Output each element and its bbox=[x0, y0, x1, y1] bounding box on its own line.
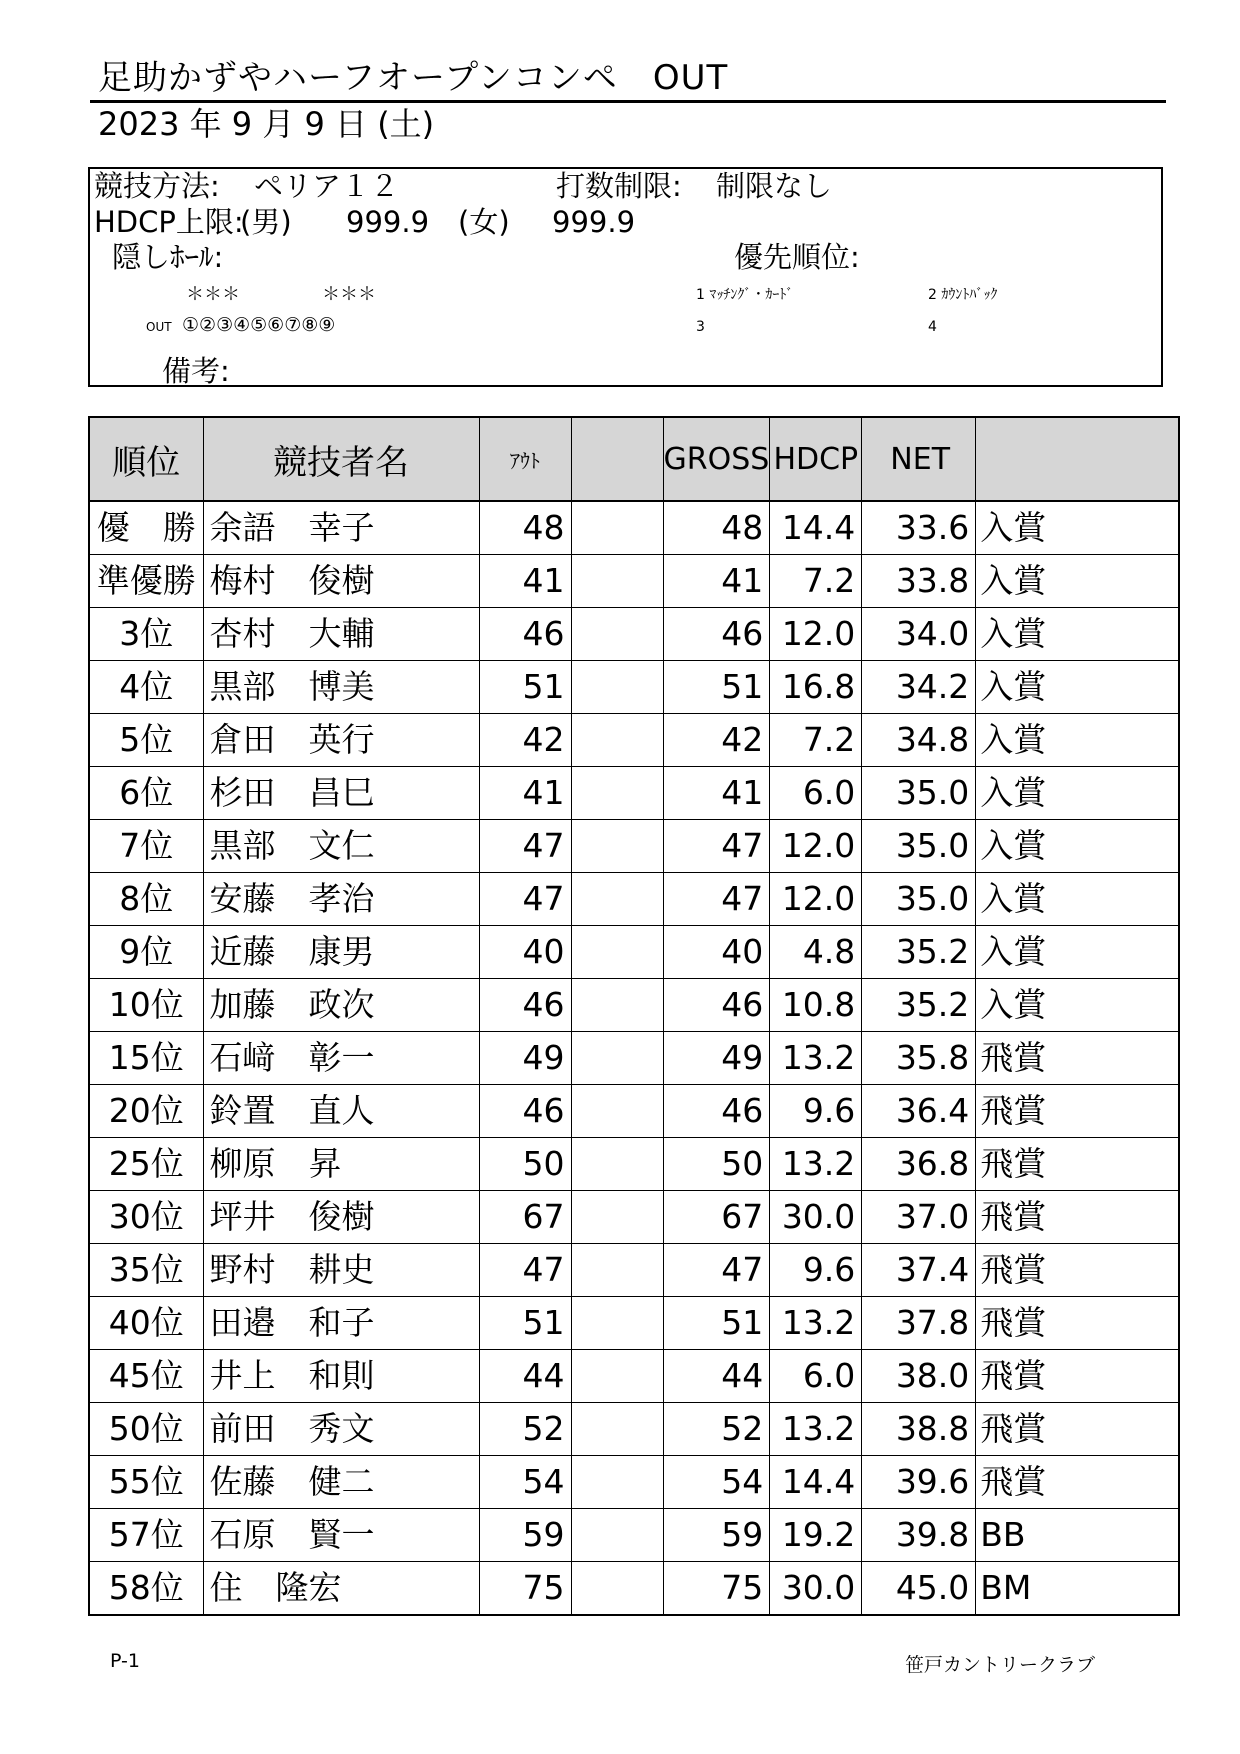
hdcp-cell: 12.0 bbox=[770, 608, 862, 661]
gross-cell: 75 bbox=[663, 1562, 770, 1616]
rank-cell: 40位 bbox=[89, 1297, 203, 1350]
table-row bbox=[89, 1032, 1179, 1085]
hdcp-cell: 10.8 bbox=[770, 979, 862, 1032]
name-cell: 佐藤 健二 bbox=[203, 1456, 479, 1509]
table-row bbox=[89, 1562, 1179, 1616]
prize-cell: 飛賞 bbox=[976, 1191, 1179, 1244]
table-row bbox=[89, 1191, 1179, 1244]
out-score-cell: 59 bbox=[479, 1509, 571, 1562]
net-cell: 34.8 bbox=[862, 714, 976, 767]
hidden-holes-list: ①②③④⑤⑥⑦⑧⑨ bbox=[182, 314, 336, 336]
out-score-cell: 51 bbox=[479, 1297, 571, 1350]
blank-cell bbox=[571, 1509, 663, 1562]
name-cell: 杉田 昌巳 bbox=[203, 767, 479, 820]
prize-cell: 入賞 bbox=[976, 926, 1179, 979]
out-score-cell: 47 bbox=[479, 820, 571, 873]
blank-cell bbox=[571, 1191, 663, 1244]
blank-cell bbox=[571, 1244, 663, 1297]
net-cell: 37.4 bbox=[862, 1244, 976, 1297]
net-cell: 36.4 bbox=[862, 1085, 976, 1138]
net-cell: 37.8 bbox=[862, 1297, 976, 1350]
net-cell: 37.0 bbox=[862, 1191, 976, 1244]
blank-cell bbox=[571, 1562, 663, 1616]
blank-cell bbox=[571, 1456, 663, 1509]
hdcp-cell: 13.2 bbox=[770, 1138, 862, 1191]
name-cell: 梅村 俊樹 bbox=[203, 555, 479, 608]
net-cell: 33.8 bbox=[862, 555, 976, 608]
net-cell: 45.0 bbox=[862, 1562, 976, 1616]
rank-cell: 15位 bbox=[89, 1032, 203, 1085]
out-score-cell: 48 bbox=[479, 501, 571, 555]
out-score-cell: 47 bbox=[479, 873, 571, 926]
net-cell: 38.0 bbox=[862, 1350, 976, 1403]
hdcp-cell: 30.0 bbox=[770, 1562, 862, 1616]
rank-cell: 8位 bbox=[89, 873, 203, 926]
name-cell: 野村 耕史 bbox=[203, 1244, 479, 1297]
event-date: 2023 年 9 月 9 日 (土) bbox=[98, 105, 435, 143]
rank-cell: 5位 bbox=[89, 714, 203, 767]
name-cell: 田邉 和子 bbox=[203, 1297, 479, 1350]
header-rank: 順位 bbox=[89, 417, 203, 501]
prize-cell: 入賞 bbox=[976, 501, 1179, 555]
table-row bbox=[89, 1297, 1179, 1350]
table-row bbox=[89, 926, 1179, 979]
out-score-cell: 51 bbox=[479, 661, 571, 714]
name-cell: 余語 幸子 bbox=[203, 501, 479, 555]
prize-cell: 飛賞 bbox=[976, 1297, 1179, 1350]
gross-cell: 44 bbox=[663, 1350, 770, 1403]
name-cell: 住 隆宏 bbox=[203, 1562, 479, 1616]
rank-cell: 58位 bbox=[89, 1562, 203, 1616]
net-cell: 39.8 bbox=[862, 1509, 976, 1562]
net-cell: 33.6 bbox=[862, 501, 976, 555]
blank-cell bbox=[571, 661, 663, 714]
name-cell: 井上 和則 bbox=[203, 1350, 479, 1403]
hdcp-cell: 6.0 bbox=[770, 1350, 862, 1403]
net-cell: 35.2 bbox=[862, 926, 976, 979]
limit-value: 制限なし bbox=[716, 169, 833, 203]
gross-cell: 50 bbox=[663, 1138, 770, 1191]
hdcp-cell: 12.0 bbox=[770, 873, 862, 926]
net-cell: 38.8 bbox=[862, 1403, 976, 1456]
rank-cell: 45位 bbox=[89, 1350, 203, 1403]
header-hdcp: HDCP bbox=[770, 417, 862, 501]
prize-cell: 飛賞 bbox=[976, 1403, 1179, 1456]
prize-cell: 飛賞 bbox=[976, 1085, 1179, 1138]
gross-cell: 41 bbox=[663, 555, 770, 608]
hdcp-female-value: 999.9 bbox=[552, 205, 636, 239]
hdcp-cell: 30.0 bbox=[770, 1191, 862, 1244]
out-score-cell: 46 bbox=[479, 979, 571, 1032]
method-value: ペリア１２ bbox=[254, 169, 400, 203]
rank-cell: 25位 bbox=[89, 1138, 203, 1191]
gross-cell: 40 bbox=[663, 926, 770, 979]
table-header-row bbox=[89, 417, 1179, 501]
table-row bbox=[89, 1403, 1179, 1456]
header-net: NET bbox=[862, 417, 976, 501]
rank-cell: 50位 bbox=[89, 1403, 203, 1456]
gross-cell: 46 bbox=[663, 608, 770, 661]
rank-cell: 6位 bbox=[89, 767, 203, 820]
priority-label: 優先順位: bbox=[734, 240, 860, 274]
hdcp-cell: 4.8 bbox=[770, 926, 862, 979]
gross-cell: 42 bbox=[663, 714, 770, 767]
hidden-hole-label: 隠しﾎｰﾙ: bbox=[112, 240, 224, 274]
gross-cell: 46 bbox=[663, 1085, 770, 1138]
gross-cell: 47 bbox=[663, 1244, 770, 1297]
gross-cell: 59 bbox=[663, 1509, 770, 1562]
prize-cell: BB bbox=[976, 1509, 1179, 1562]
results-body bbox=[89, 501, 1179, 1615]
blank-cell bbox=[571, 1350, 663, 1403]
table-row bbox=[89, 1244, 1179, 1297]
table-row bbox=[89, 1138, 1179, 1191]
name-cell: 石﨑 彰一 bbox=[203, 1032, 479, 1085]
table-row bbox=[89, 1085, 1179, 1138]
competition-conditions-box bbox=[88, 167, 1163, 387]
hdcp-cell: 16.8 bbox=[770, 661, 862, 714]
table-row bbox=[89, 714, 1179, 767]
name-cell: 倉田 英行 bbox=[203, 714, 479, 767]
out-score-cell: 67 bbox=[479, 1191, 571, 1244]
hdcp-cell: 9.6 bbox=[770, 1085, 862, 1138]
prize-cell: 入賞 bbox=[976, 608, 1179, 661]
gross-cell: 48 bbox=[663, 501, 770, 555]
prize-cell: 入賞 bbox=[976, 979, 1179, 1032]
priority-4: 4 bbox=[928, 319, 937, 335]
hdcp-cell: 13.2 bbox=[770, 1403, 862, 1456]
prize-cell: 飛賞 bbox=[976, 1350, 1179, 1403]
gross-cell: 49 bbox=[663, 1032, 770, 1085]
rank-cell: 10位 bbox=[89, 979, 203, 1032]
blank-cell bbox=[571, 820, 663, 873]
net-cell: 35.0 bbox=[862, 767, 976, 820]
table-row bbox=[89, 979, 1179, 1032]
net-cell: 34.0 bbox=[862, 608, 976, 661]
table-row bbox=[89, 501, 1179, 555]
rank-cell: 35位 bbox=[89, 1244, 203, 1297]
rank-cell: 4位 bbox=[89, 661, 203, 714]
rank-cell: 3位 bbox=[89, 608, 203, 661]
hdcp-cell: 13.2 bbox=[770, 1297, 862, 1350]
gross-cell: 47 bbox=[663, 873, 770, 926]
out-score-cell: 47 bbox=[479, 1244, 571, 1297]
net-cell: 35.0 bbox=[862, 820, 976, 873]
gross-cell: 67 bbox=[663, 1191, 770, 1244]
name-cell: 杏村 大輔 bbox=[203, 608, 479, 661]
rank-cell: 55位 bbox=[89, 1456, 203, 1509]
hdcp-male-value: 999.9 bbox=[346, 205, 430, 239]
name-cell: 黒部 文仁 bbox=[203, 820, 479, 873]
rank-cell: 7位 bbox=[89, 820, 203, 873]
table-row bbox=[89, 555, 1179, 608]
method-label: 競技方法: bbox=[94, 169, 220, 203]
prize-cell: 入賞 bbox=[976, 820, 1179, 873]
out-score-cell: 41 bbox=[479, 767, 571, 820]
name-cell: 近藤 康男 bbox=[203, 926, 479, 979]
gross-cell: 51 bbox=[663, 1297, 770, 1350]
name-cell: 前田 秀文 bbox=[203, 1403, 479, 1456]
name-cell: 加藤 政次 bbox=[203, 979, 479, 1032]
table-row bbox=[89, 820, 1179, 873]
hdcp-male-label: (男) bbox=[240, 205, 292, 239]
blank-cell bbox=[571, 1297, 663, 1350]
rank-cell: 優 勝 bbox=[89, 501, 203, 555]
limit-label: 打数制限: bbox=[556, 169, 682, 203]
hdcp-cell: 7.2 bbox=[770, 714, 862, 767]
name-cell: 坪井 俊樹 bbox=[203, 1191, 479, 1244]
rank-cell: 30位 bbox=[89, 1191, 203, 1244]
blank-cell bbox=[571, 608, 663, 661]
table-row bbox=[89, 661, 1179, 714]
name-cell: 安藤 孝治 bbox=[203, 873, 479, 926]
hdcp-cell: 7.2 bbox=[770, 555, 862, 608]
priority-1: 1 ﾏｯﾁﾝｸﾞ・ｶｰﾄﾞ bbox=[696, 287, 794, 303]
rank-cell: 20位 bbox=[89, 1085, 203, 1138]
stars-1: ＊＊＊ bbox=[186, 284, 240, 305]
title-underline bbox=[90, 100, 1166, 103]
hdcp-cell: 14.4 bbox=[770, 1456, 862, 1509]
blank-cell bbox=[571, 1085, 663, 1138]
prize-cell: 飛賞 bbox=[976, 1456, 1179, 1509]
priority-2: 2 ｶｳﾝﾄﾊﾞｯｸ bbox=[928, 287, 998, 303]
club-name: 笹戸カントリークラブ bbox=[905, 1654, 1096, 1676]
prize-cell: 入賞 bbox=[976, 661, 1179, 714]
out-score-cell: 46 bbox=[479, 1085, 571, 1138]
table-row bbox=[89, 1350, 1179, 1403]
name-cell: 石原 賢一 bbox=[203, 1509, 479, 1562]
out-score-cell: 46 bbox=[479, 608, 571, 661]
prize-cell: 飛賞 bbox=[976, 1138, 1179, 1191]
hdcp-cell: 13.2 bbox=[770, 1032, 862, 1085]
table-row bbox=[89, 873, 1179, 926]
blank-cell bbox=[571, 555, 663, 608]
table-row bbox=[89, 608, 1179, 661]
out-score-cell: 41 bbox=[479, 555, 571, 608]
blank-cell bbox=[571, 714, 663, 767]
blank-cell bbox=[571, 1032, 663, 1085]
gross-cell: 54 bbox=[663, 1456, 770, 1509]
prize-cell: 飛賞 bbox=[976, 1032, 1179, 1085]
rank-cell: 準優勝 bbox=[89, 555, 203, 608]
gross-cell: 47 bbox=[663, 820, 770, 873]
prize-cell: 入賞 bbox=[976, 767, 1179, 820]
gross-cell: 46 bbox=[663, 979, 770, 1032]
gross-cell: 41 bbox=[663, 767, 770, 820]
priority-3: 3 bbox=[696, 319, 705, 335]
net-cell: 35.8 bbox=[862, 1032, 976, 1085]
name-cell: 柳原 昇 bbox=[203, 1138, 479, 1191]
net-cell: 34.2 bbox=[862, 661, 976, 714]
out-score-cell: 49 bbox=[479, 1032, 571, 1085]
net-cell: 35.2 bbox=[862, 979, 976, 1032]
out-score-cell: 42 bbox=[479, 714, 571, 767]
blank-cell bbox=[571, 501, 663, 555]
net-cell: 36.8 bbox=[862, 1138, 976, 1191]
hdcp-cell: 14.4 bbox=[770, 501, 862, 555]
net-cell: 39.6 bbox=[862, 1456, 976, 1509]
prize-cell: BM bbox=[976, 1562, 1179, 1616]
hdcp-label: HDCP上限: bbox=[94, 205, 244, 239]
blank-cell bbox=[571, 1138, 663, 1191]
prize-cell: 飛賞 bbox=[976, 1244, 1179, 1297]
page-number: P-1 bbox=[110, 1650, 140, 1672]
name-cell: 鈴置 直人 bbox=[203, 1085, 479, 1138]
hdcp-cell: 9.6 bbox=[770, 1244, 862, 1297]
hdcp-cell: 19.2 bbox=[770, 1509, 862, 1562]
header-name: 競技者名 bbox=[203, 417, 479, 501]
out-score-cell: 40 bbox=[479, 926, 571, 979]
blank-cell bbox=[571, 979, 663, 1032]
out-score-cell: 50 bbox=[479, 1138, 571, 1191]
gross-cell: 52 bbox=[663, 1403, 770, 1456]
hdcp-cell: 12.0 bbox=[770, 820, 862, 873]
results-table bbox=[88, 416, 1180, 1616]
prize-cell: 入賞 bbox=[976, 714, 1179, 767]
hdcp-cell: 6.0 bbox=[770, 767, 862, 820]
header-blank bbox=[571, 417, 663, 501]
blank-cell bbox=[571, 767, 663, 820]
table-row bbox=[89, 1509, 1179, 1562]
out-score-cell: 52 bbox=[479, 1403, 571, 1456]
out-score-cell: 54 bbox=[479, 1456, 571, 1509]
out-score-cell: 44 bbox=[479, 1350, 571, 1403]
out-score-cell: 75 bbox=[479, 1562, 571, 1616]
table-row bbox=[89, 767, 1179, 820]
remarks-label: 備考: bbox=[162, 354, 230, 388]
hdcp-female-label: (女) bbox=[458, 205, 510, 239]
blank-cell bbox=[571, 873, 663, 926]
prize-cell: 入賞 bbox=[976, 555, 1179, 608]
table-row bbox=[89, 1456, 1179, 1509]
prize-cell: 入賞 bbox=[976, 873, 1179, 926]
rank-cell: 57位 bbox=[89, 1509, 203, 1562]
header-out: ｱｳﾄ bbox=[479, 417, 571, 501]
blank-cell bbox=[571, 926, 663, 979]
header-gross: GROSS bbox=[663, 417, 770, 501]
name-cell: 黒部 博美 bbox=[203, 661, 479, 714]
blank-cell bbox=[571, 1403, 663, 1456]
net-cell: 35.0 bbox=[862, 873, 976, 926]
out-label: OUT bbox=[146, 320, 172, 334]
rank-cell: 9位 bbox=[89, 926, 203, 979]
page-title: 足助かずやハーフオープンコンペ OUT bbox=[98, 58, 729, 98]
header-prize bbox=[976, 417, 1179, 501]
stars-2: ＊＊＊ bbox=[322, 284, 376, 305]
gross-cell: 51 bbox=[663, 661, 770, 714]
